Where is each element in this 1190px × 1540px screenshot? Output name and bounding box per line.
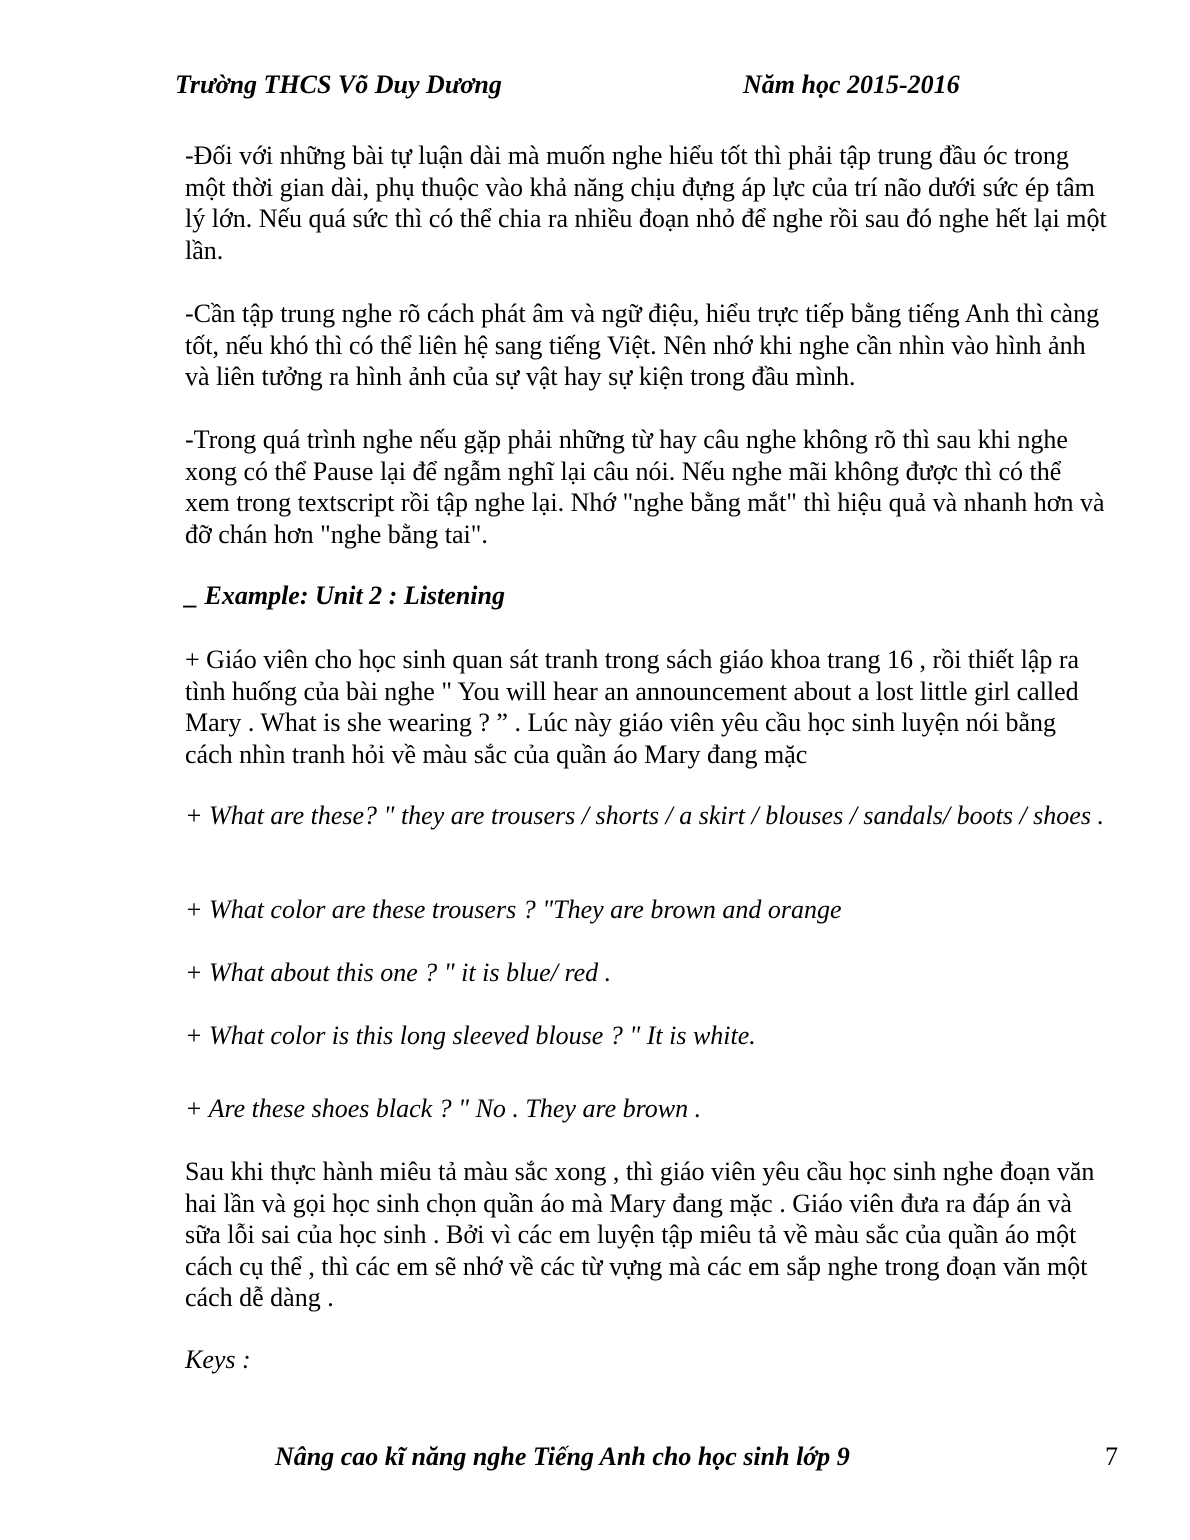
header-year: Năm học 2015-2016: [743, 70, 960, 99]
question-5: + Are these shoes black ? " No . They are brown .: [185, 1094, 702, 1123]
page-number: 7: [1105, 1442, 1118, 1471]
paragraph-1: -Đối với những bài tự luận dài mà muốn nghe hiểu tốt thì phải tập trung đầu óc trong một thời gian dài, phụ thuộc vào khả năng chịu đựng áp lực của trí não dưới sức ép tâm lý lớn. Nếu quá sức thì có thể chia ra nhiều đoạn nhỏ để nghe rồi sau đó nghe hết lại một lần.: [185, 141, 1107, 265]
question-2: + What color are these trousers ? "They are brown and orange: [185, 895, 842, 924]
question-4: + What color is this long sleeved blouse ? " It is white.: [185, 1021, 756, 1050]
paragraph-4: + Giáo viên cho học sinh quan sát tranh trong sách giáo khoa trang 16 , rồi thiết lập ra tình huống của bài nghe " You will hear an announcement about a lost little girl called Mary . What is she wearing ? ” . Lúc này giáo viên yêu cầu học sinh luyện nói bằng cách nhìn tranh hỏi về màu sắc của quần áo Mary đang mặc: [185, 645, 1080, 769]
question-3: + What about this one ? " it is blue/ red .: [185, 958, 612, 987]
paragraph-5: Sau khi thực hành miêu tả màu sắc xong , thì giáo viên yêu cầu học sinh nghe đoạn văn hai lần và gọi học sinh chọn quần áo mà Mary đang mặc . Giáo viên đưa ra đáp án và sữa lỗi sai của học sinh . Bởi vì các em luyện tập miêu tả về màu sắc của quần áo một cách cụ thể , thì các em sẽ nhớ về các từ vựng mà các em sắp nghe trong đoạn văn một cách dễ dàng .: [185, 1157, 1095, 1312]
footer-title: Nâng cao kĩ năng nghe Tiếng Anh cho học sinh lớp 9: [275, 1442, 850, 1471]
keys-label: Keys :: [185, 1345, 251, 1374]
paragraph-2: -Cần tập trung nghe rõ cách phát âm và ngữ điệu, hiểu trực tiếp bằng tiếng Anh thì càng tốt, nếu khó thì có thể liên hệ sang tiếng Việt. Nên nhớ khi nghe cần nhìn vào hình ảnh và liên tưởng ra hình ảnh của sự vật hay sự kiện trong đầu mình.: [185, 299, 1100, 391]
header-school: Trường THCS Võ Duy Dương: [175, 70, 502, 99]
paragraph-3: -Trong quá trình nghe nếu gặp phải những từ hay câu nghe không rõ thì sau khi nghe xong có thể Pause lại để ngẫm nghĩ lại câu nói. Nếu nghe mãi không được thì có thể xem trong textscript rồi tập nghe lại. Nhớ "nghe bằng mắt" thì hiệu quả và nhanh hơn và đỡ chán hơn "nghe bằng tai".: [185, 425, 1105, 549]
question-1: + What are these? " they are trousers / shorts / a skirt / blouses / sandals/ boots / shoes .: [185, 801, 1104, 830]
example-heading: _ Example: Unit 2 : Listening: [185, 581, 505, 610]
